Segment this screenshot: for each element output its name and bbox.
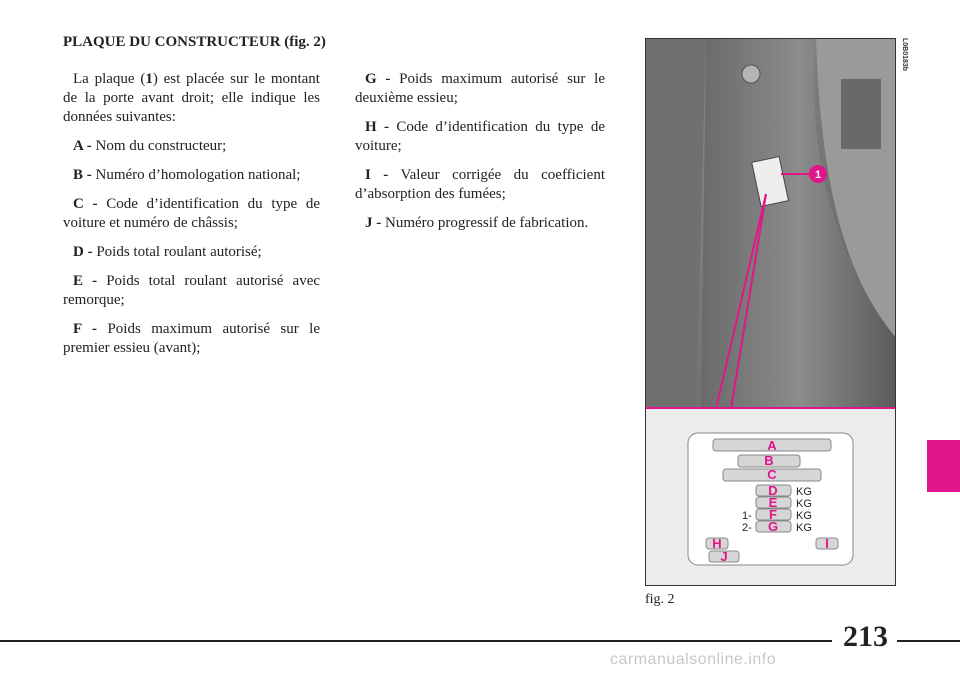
page-number: 213 bbox=[843, 620, 888, 653]
item-j: J - Numéro progressif de fabrication. bbox=[365, 215, 589, 231]
section-title: PLAQUE DU CONSTRUCTEUR (fig. 2) bbox=[63, 34, 326, 50]
figure-code: L0B0183b bbox=[901, 38, 908, 72]
plate-letter-g: G bbox=[767, 519, 779, 534]
plate-diagram bbox=[646, 409, 896, 586]
text-column-right bbox=[355, 70, 605, 243]
plate-letter-f: F bbox=[769, 507, 777, 522]
plate-letter-a: A bbox=[767, 438, 777, 453]
figure-caption: fig. 2 bbox=[645, 592, 675, 607]
plate-axle-2: 2- bbox=[742, 522, 752, 534]
plate-letter-b: B bbox=[764, 453, 774, 468]
door-pillar-photo bbox=[646, 39, 896, 409]
footer-rule-right bbox=[897, 640, 960, 642]
plate-kg-f: KG bbox=[796, 510, 812, 522]
item-g: G - Poids maximum autorisé sur le deuxième essieu; bbox=[355, 71, 605, 106]
item-c: C - Code d’identification du type de voiture et numéro de châssis; bbox=[63, 196, 321, 231]
section-tab-marker bbox=[927, 440, 960, 492]
plate-letter-d: D bbox=[768, 483, 778, 498]
text-column-left bbox=[63, 70, 320, 368]
watermark: carmanualsonline.info bbox=[610, 651, 777, 668]
item-h: H - Code d’identification du type de voiture; bbox=[355, 119, 605, 154]
plate-kg-g: KG bbox=[796, 522, 812, 534]
item-b: B - Numéro d’homologation national; bbox=[73, 167, 301, 183]
plate-letter-i: I bbox=[825, 536, 829, 551]
callout-number: 1 bbox=[814, 169, 822, 181]
plate-letter-j: J bbox=[720, 549, 728, 564]
plate-axle-1: 1- bbox=[742, 510, 752, 522]
plate-letter-c: C bbox=[767, 467, 777, 482]
plate-kg-e: KG bbox=[796, 498, 812, 510]
item-e: E - Poids total roulant autorisé avec remorque; bbox=[63, 273, 321, 308]
item-f: F - Poids maximum autorisé sur le premier essieu (avant); bbox=[63, 321, 320, 356]
plate-diagram-area bbox=[646, 409, 896, 586]
plate-letter-h: H bbox=[712, 536, 722, 551]
intro-paragraph: La plaque (1) est placée sur le montant de la porte avant droit; elle indique les données suivantes: bbox=[63, 71, 320, 125]
figure-2 bbox=[645, 38, 896, 586]
plate-reference: 1 bbox=[145, 71, 153, 87]
plate-kg-d: KG bbox=[796, 486, 812, 498]
footer-rule-left bbox=[0, 640, 832, 642]
item-a: A - Nom du constructeur; bbox=[73, 138, 227, 154]
plate-letter-e: E bbox=[768, 495, 778, 510]
item-d: D - Poids total roulant autorisé; bbox=[73, 244, 262, 260]
item-i: I - Valeur corrigée du coefficient d’absorption des fumées; bbox=[355, 167, 605, 202]
